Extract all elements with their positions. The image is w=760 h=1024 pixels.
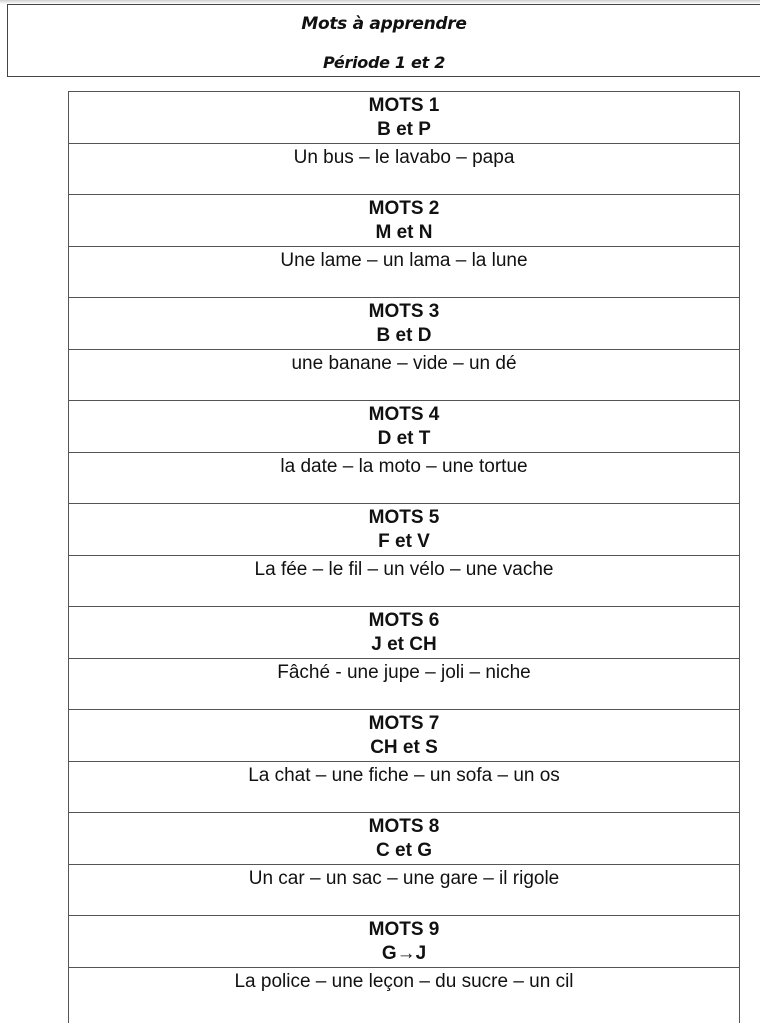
- lesson-number: MOTS 9: [368, 919, 440, 940]
- word-list-table: [68, 91, 740, 1023]
- lesson-number: MOTS 7: [368, 713, 440, 734]
- lesson-header: [69, 401, 739, 453]
- header-box: [7, 4, 760, 77]
- lesson-words: Un car – un sac – une gare – il rigole: [69, 865, 739, 916]
- lesson-header: [69, 710, 739, 762]
- lesson-number: MOTS 5: [368, 507, 440, 528]
- lesson-words: la date – la moto – une tortue: [69, 453, 739, 504]
- lesson-sounds: B et D: [376, 325, 432, 346]
- lesson-words: Une lame – un lama – la lune: [69, 247, 739, 298]
- lesson-number: MOTS 6: [368, 610, 440, 631]
- lesson-header: [69, 92, 739, 144]
- lesson-header: [69, 813, 739, 865]
- lesson-header: [69, 298, 739, 350]
- lesson-sounds: D et T: [377, 428, 431, 449]
- lesson-number: MOTS 3: [368, 301, 440, 322]
- lesson-sounds: C et G: [376, 840, 432, 861]
- lesson-words: une banane – vide – un dé: [69, 350, 739, 401]
- lesson-header: [69, 195, 739, 247]
- lesson-sounds: J et CH: [371, 634, 437, 655]
- lesson-sounds: F et V: [378, 531, 430, 552]
- lesson-header: [69, 504, 739, 556]
- lesson-words: La fée – le fil – un vélo – une vache: [69, 556, 739, 607]
- document-title: Mots à apprendre: [301, 14, 467, 34]
- lesson-sounds: B et P: [377, 119, 431, 140]
- lesson-header: [69, 916, 739, 968]
- lesson-header: [69, 607, 739, 659]
- lesson-number: MOTS 1: [368, 95, 440, 116]
- lesson-sounds: G→J: [381, 943, 427, 964]
- lesson-number: MOTS 4: [368, 404, 440, 425]
- lesson-words: La chat – une fiche – un sofa – un os: [69, 762, 739, 813]
- document-subtitle: Période 1 et 2: [322, 53, 446, 72]
- lesson-words: La police – une leçon – du sucre – un cil: [234, 971, 574, 992]
- lesson-sounds: CH et S: [370, 737, 438, 758]
- lesson-number: MOTS 8: [368, 816, 440, 837]
- lesson-sounds: M et N: [375, 222, 433, 243]
- lesson-number: MOTS 2: [368, 198, 440, 219]
- lesson-words: Fâché - une jupe – joli – niche: [69, 659, 739, 710]
- lesson-words: Un bus – le lavabo – papa: [69, 144, 739, 195]
